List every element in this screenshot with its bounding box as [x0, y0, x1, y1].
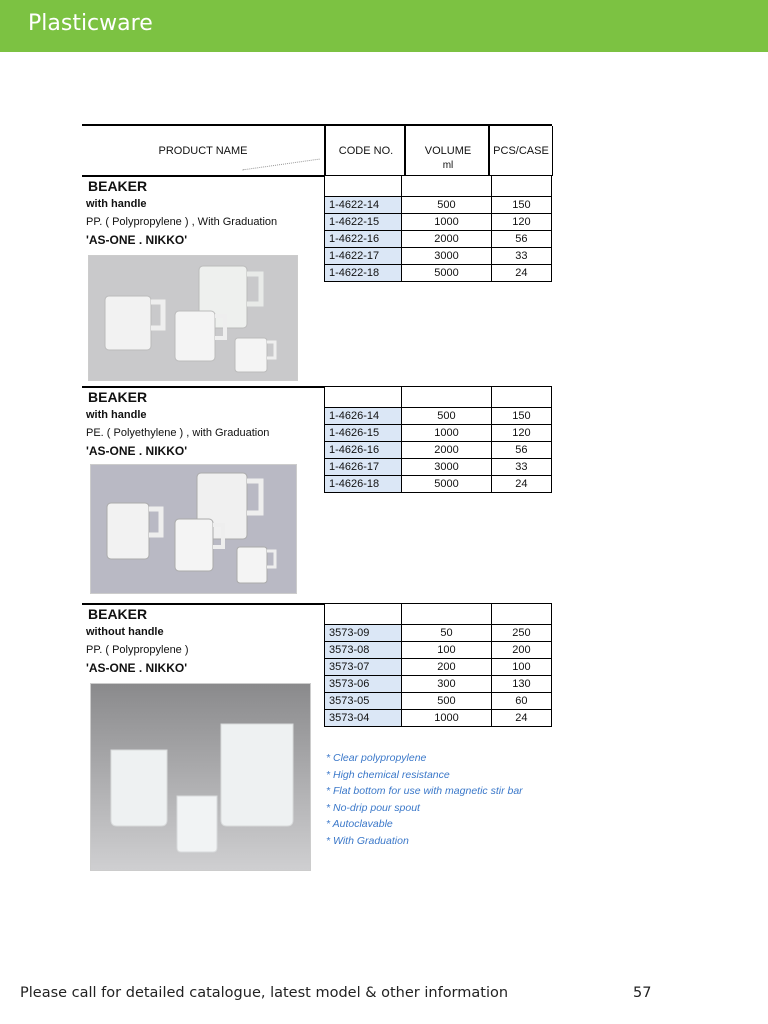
- pcs-cell: 56: [491, 442, 551, 459]
- feature-list: [326, 750, 523, 850]
- section-divider: [82, 175, 324, 177]
- volume-cell: 500: [402, 408, 492, 425]
- volume-label: VOLUME: [424, 145, 472, 157]
- product-material: PP. ( Polypropylene ): [86, 644, 189, 656]
- table-cell: [402, 604, 492, 625]
- table-cell: [402, 387, 492, 408]
- volume-unit: ml: [442, 160, 454, 171]
- code-cell: 1-4622-15: [325, 214, 402, 231]
- volume-cell: 5000: [402, 476, 492, 493]
- table-row: [325, 459, 552, 476]
- table-row: [325, 248, 552, 265]
- volume-cell: 3000: [402, 248, 492, 265]
- volume-cell: 1000: [402, 710, 492, 727]
- section-divider: [82, 603, 324, 605]
- product-photo: [90, 683, 311, 871]
- table-row: [325, 442, 552, 459]
- product-title: BEAKER: [88, 389, 148, 405]
- table-row: [325, 693, 552, 710]
- volume-cell: 5000: [402, 265, 492, 282]
- code-cell: 3573-07: [325, 659, 402, 676]
- volume-cell: 1000: [402, 425, 492, 442]
- feature-item: * Flat bottom for use with magnetic stir bar: [326, 785, 523, 798]
- page-number: 57: [633, 985, 652, 1001]
- feature-item: * No-drip pour spout: [326, 801, 420, 814]
- product-subtitle: without handle: [86, 626, 164, 638]
- product-1-table: [324, 175, 552, 282]
- code-cell: 1-4626-15: [325, 425, 402, 442]
- table-row: [325, 197, 552, 214]
- pcs-cell: 200: [491, 642, 551, 659]
- table-cell: [325, 176, 402, 197]
- product-3-table: [324, 603, 552, 727]
- product-subtitle: with handle: [86, 198, 147, 210]
- code-cell: 3573-05: [325, 693, 402, 710]
- code-cell: 1-4626-16: [325, 442, 402, 459]
- product-brand: 'AS-ONE . NIKKO': [86, 233, 188, 247]
- feature-item: * With Graduation: [326, 834, 409, 847]
- table-row: [325, 676, 552, 693]
- pcs-cell: 130: [491, 676, 551, 693]
- volume-cell: 500: [402, 693, 492, 710]
- table-row: [325, 476, 552, 493]
- pcs-cell: 56: [491, 231, 551, 248]
- volume-cell: 300: [402, 676, 492, 693]
- table-row: [325, 214, 552, 231]
- volume-cell: 200: [402, 659, 492, 676]
- product-material: PE. ( Polyethylene ) , with Graduation: [86, 427, 270, 439]
- code-cell: 1-4622-18: [325, 265, 402, 282]
- product-section-2: [82, 386, 552, 598]
- product-title: BEAKER: [88, 178, 148, 194]
- section-divider: [82, 386, 324, 388]
- pcs-cell: 33: [491, 248, 551, 265]
- code-cell: 1-4622-14: [325, 197, 402, 214]
- table-cell: [491, 387, 551, 408]
- table-cell: [325, 387, 402, 408]
- table-cell: [491, 176, 551, 197]
- table-row: [325, 265, 552, 282]
- code-cell: 3573-04: [325, 710, 402, 727]
- page-title: Plasticware: [28, 11, 153, 36]
- table-header: [82, 124, 552, 176]
- feature-item: * Clear polypropylene: [326, 752, 427, 764]
- pcs-cell: 100: [491, 659, 551, 676]
- column-header-code-no: CODE NO.: [324, 126, 406, 176]
- pcs-cell: 24: [491, 710, 551, 727]
- product-material: PP. ( Polypropylene ) , With Graduation: [86, 216, 278, 228]
- table-cell: [491, 604, 551, 625]
- code-cell: 3573-09: [325, 625, 402, 642]
- code-cell: 1-4622-16: [325, 231, 402, 248]
- volume-cell: 3000: [402, 459, 492, 476]
- table-row: [325, 231, 552, 248]
- product-section-1: [82, 175, 552, 385]
- pcs-cell: 24: [491, 265, 551, 282]
- code-cell: 1-4622-17: [325, 248, 402, 265]
- column-header-pcs-case: PCS/CASE: [488, 126, 553, 176]
- table-cell: [402, 176, 492, 197]
- product-2-table: [324, 386, 552, 493]
- volume-cell: 1000: [402, 214, 492, 231]
- table-row: [325, 408, 552, 425]
- code-cell: 1-4626-14: [325, 408, 402, 425]
- table-row: [325, 659, 552, 676]
- table-cell: [325, 604, 402, 625]
- code-cell: 1-4626-18: [325, 476, 402, 493]
- table-row: [325, 642, 552, 659]
- feature-item: * Autoclavable: [326, 818, 393, 831]
- feature-item: * High chemical resistance: [326, 768, 450, 781]
- pcs-cell: 150: [491, 197, 551, 214]
- pcs-cell: 150: [491, 408, 551, 425]
- product-brand: 'AS-ONE . NIKKO': [86, 444, 188, 458]
- table-row: [325, 710, 552, 727]
- code-cell: 1-4626-17: [325, 459, 402, 476]
- footer-note: Please call for detailed catalogue, latest model & other information: [20, 985, 509, 1001]
- pcs-cell: 60: [491, 693, 551, 710]
- product-photo: [90, 464, 297, 594]
- table-row: [325, 625, 552, 642]
- product-title: BEAKER: [88, 606, 148, 622]
- product-photo: [88, 255, 298, 381]
- pcs-cell: 24: [491, 476, 551, 493]
- pcs-cell: 250: [491, 625, 551, 642]
- code-cell: 3573-06: [325, 676, 402, 693]
- column-header-product-name: PRODUCT NAME: [158, 145, 248, 157]
- pcs-cell: 120: [491, 425, 551, 442]
- code-cell: 3573-08: [325, 642, 402, 659]
- pcs-cell: 33: [491, 459, 551, 476]
- pcs-cell: 120: [491, 214, 551, 231]
- product-subtitle: with handle: [86, 409, 147, 421]
- volume-cell: 2000: [402, 231, 492, 248]
- volume-cell: 500: [402, 197, 492, 214]
- volume-cell: 100: [402, 642, 492, 659]
- table-row: [325, 425, 552, 442]
- volume-cell: 50: [402, 625, 492, 642]
- product-brand: 'AS-ONE . NIKKO': [86, 661, 188, 675]
- column-header-volume: [404, 126, 490, 176]
- volume-cell: 2000: [402, 442, 492, 459]
- header-bar: [0, 0, 768, 52]
